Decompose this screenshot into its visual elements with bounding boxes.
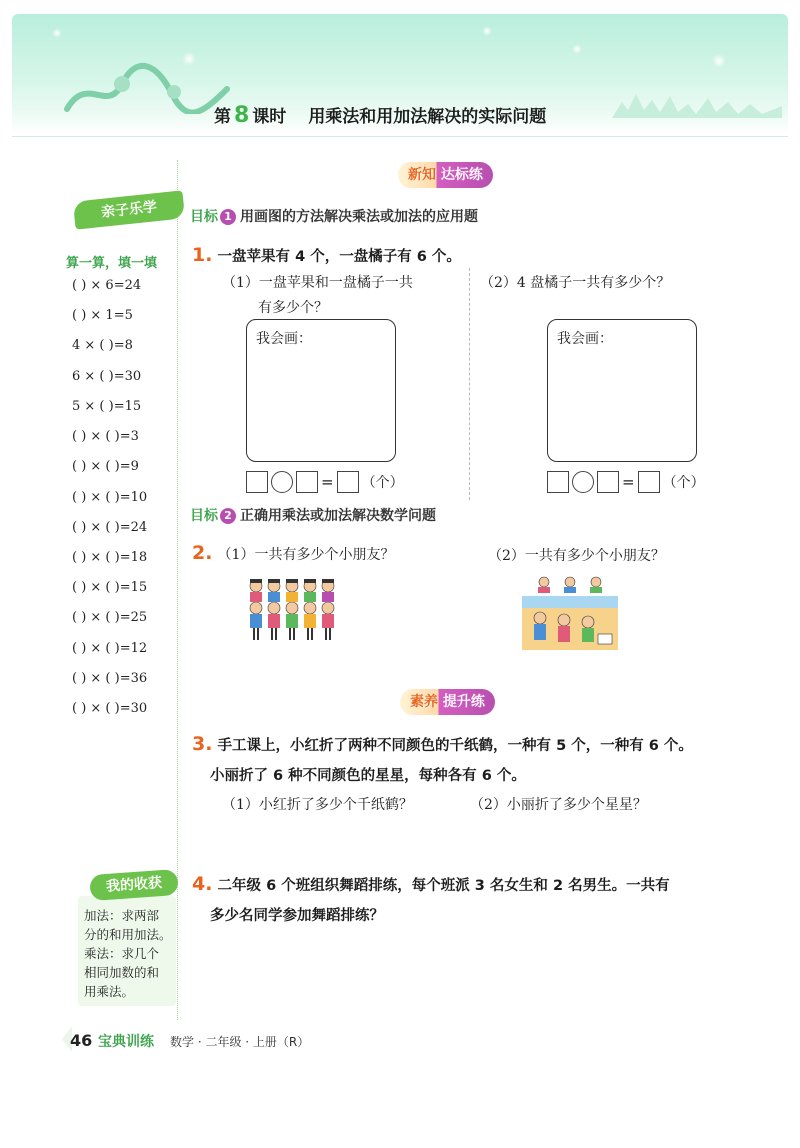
question-4: 4. 二年级 6 个班组织舞蹈排练，每个班派 3 名女生和 2 名男生。一共有 — [192, 873, 670, 895]
forest-silhouette-icon — [612, 84, 782, 118]
answer-square[interactable] — [296, 471, 318, 493]
question-1: 1. 一盘苹果有 4 个，一盘橘子有 6 个。 — [192, 244, 461, 266]
book-info: 数学 · 二年级 · 上册（R） — [170, 1035, 310, 1049]
sidebar-exercise: ( ) × ( )=30 — [72, 701, 148, 716]
q3-sub1: （1）小红折了多少个千纸鹤？ — [222, 797, 413, 813]
answer-equation: = （个） — [547, 471, 705, 493]
sidebar-exercise: ( ) × ( )=36 — [72, 671, 148, 686]
section-badge-new-knowledge: 新知 达标练 — [398, 162, 493, 188]
q1-sub2: （2）4 盘橘子一共有多少个？ — [480, 275, 671, 291]
sidebar-exercise: ( ) × 6=24 — [72, 278, 142, 293]
sparkle-icon — [572, 44, 582, 54]
answer-equation: = （个） — [246, 471, 404, 493]
sidebar-exercise: ( ) × ( )=24 — [72, 520, 148, 535]
question-2: 2. （1）一共有多少个小朋友？ — [192, 542, 395, 564]
sparkle-icon — [52, 28, 62, 38]
answer-square[interactable] — [246, 471, 268, 493]
answer-square[interactable] — [337, 471, 359, 493]
sidebar-exercise: ( ) × ( )=10 — [72, 490, 148, 505]
q3-line2: 小丽折了 6 种不同颜色的星星，每种各有 6 个。 — [210, 768, 526, 784]
vine-decoration-icon — [62, 54, 232, 114]
header-divider — [12, 136, 788, 137]
lesson-title: 第 8 课时 用乘法和用加法解决的实际问题 — [214, 103, 547, 128]
sidebar-exercise: ( ) × ( )=3 — [72, 429, 139, 444]
drawing-box[interactable]: 我会画： — [246, 319, 396, 462]
sparkle-icon — [482, 26, 492, 36]
sidebar-badge: 亲子乐学 — [73, 190, 185, 229]
question-3: 3. 手工课上，小红折了两种不同颜色的千纸鹤，一种有 5 个，一种有 6 个。 — [192, 733, 693, 755]
operator-circle[interactable] — [271, 471, 293, 493]
sidebar-exercise: ( ) × ( )=12 — [72, 641, 148, 656]
q2-sub2: （2）一共有多少个小朋友？ — [488, 548, 665, 564]
answer-square[interactable] — [547, 471, 569, 493]
harvest-text: 加法：求两部 分的和用加法。 乘法：求几个 相同加数的和 用乘法。 — [84, 908, 172, 999]
sidebar-exercise: 4 × ( )=8 — [72, 338, 133, 353]
goal-2: 目标 2 正确用乘法或加法解决数学问题 — [190, 508, 436, 524]
sidebar-exercise: ( ) × ( )=15 — [72, 580, 148, 595]
answer-square[interactable] — [638, 471, 660, 493]
sidebar-divider — [177, 160, 178, 1020]
sidebar-exercise: ( ) × ( )=18 — [72, 550, 148, 565]
q1-sub1-line2: 有多少个？ — [258, 300, 328, 316]
goal-1: 目标 1 用画图的方法解决乘法或加法的应用题 — [190, 209, 478, 225]
sidebar-exercise: ( ) × 1=5 — [72, 308, 133, 323]
q1-sub1-line1: （1）一盘苹果和一盘橘子一共 — [222, 275, 413, 291]
q4-line2: 多少名同学参加舞蹈排练？ — [210, 908, 384, 924]
sidebar-exercise: ( ) × ( )=25 — [72, 610, 148, 625]
sidebar-exercise: 6 × ( )=30 — [72, 369, 142, 384]
sidebar-exercise: ( ) × ( )=9 — [72, 459, 139, 474]
brand-logo: 宝典训练 — [98, 1034, 154, 1050]
children-group-illustration — [244, 576, 344, 644]
sidebar-exercise: 5 × ( )=15 — [72, 399, 142, 414]
sparkle-icon — [712, 54, 726, 68]
picnic-scene-illustration — [522, 574, 618, 650]
column-divider — [469, 268, 470, 500]
harvest-badge: 我的收获 — [89, 869, 179, 901]
answer-square[interactable] — [597, 471, 619, 493]
section-badge-skill-improvement: 素养 提升练 — [400, 689, 495, 715]
page-number: 46 — [70, 1031, 93, 1050]
operator-circle[interactable] — [572, 471, 594, 493]
q3-sub2: （2）小丽折了多少个星星？ — [470, 797, 647, 813]
drawing-box[interactable]: 我会画： — [547, 319, 697, 462]
sidebar-heading: 算一算，填一填 — [66, 256, 158, 271]
